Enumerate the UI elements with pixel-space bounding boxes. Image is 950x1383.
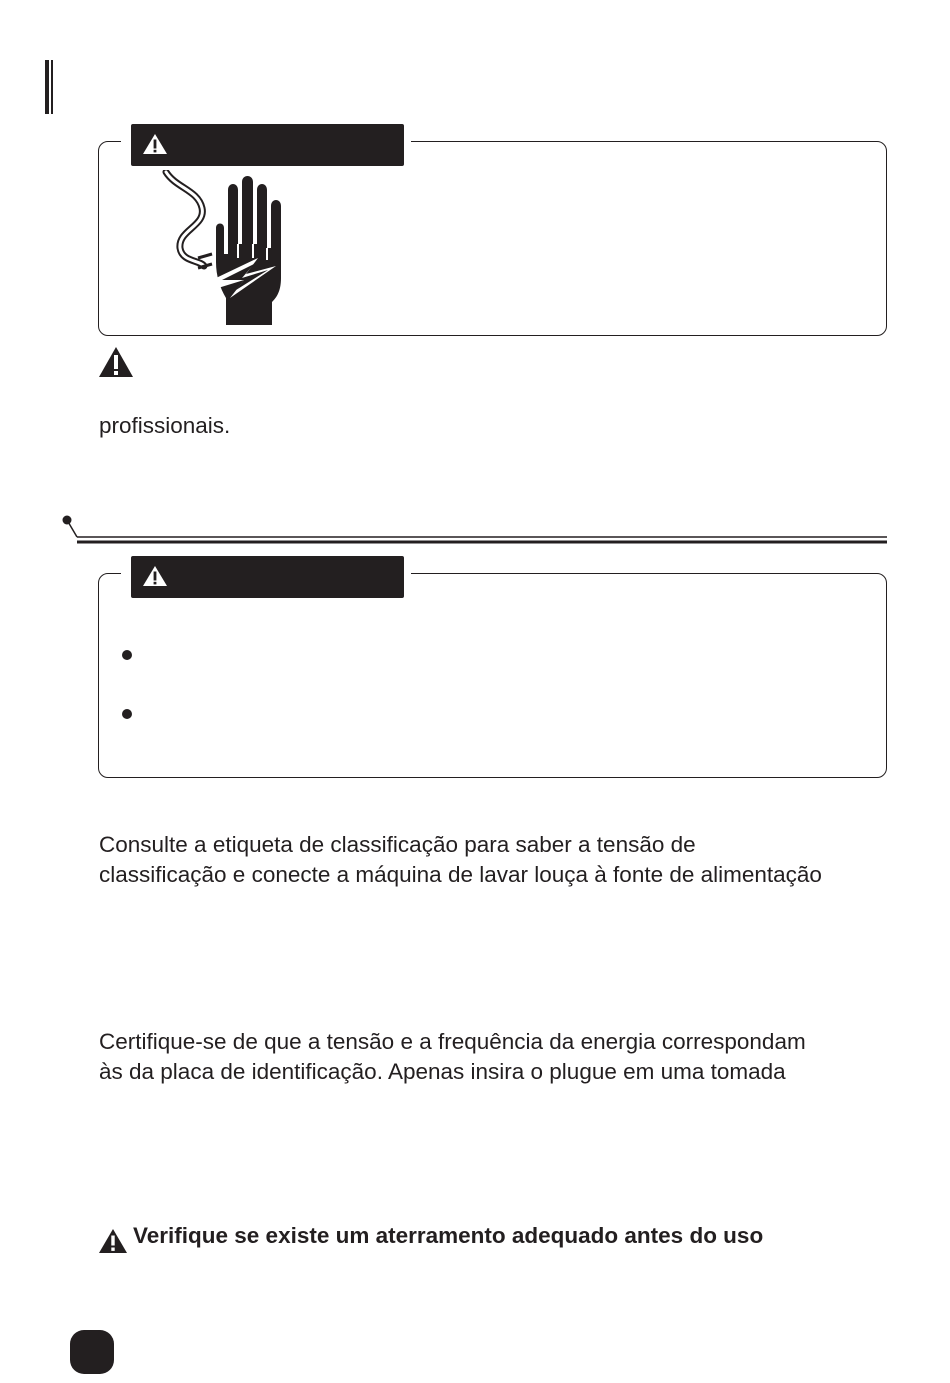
electric-shock-hand-icon: [158, 170, 290, 330]
warning-triangle-icon: [142, 565, 168, 587]
chapter-marker-bar: [45, 60, 53, 114]
page-number-marker: [70, 1330, 114, 1374]
bullet-dot-icon: [122, 650, 132, 660]
warning-label-banner: [131, 124, 404, 166]
bullet-dot-icon: [122, 709, 132, 719]
grounding-heading-text: Verifique se existe um aterramento adequado antes do uso: [133, 1223, 764, 1248]
voltage-check-text-line-2: às da placa de identificação. Apenas insira o plugue em uma tomada: [99, 1059, 786, 1084]
warning-triangle-icon: [142, 133, 168, 155]
warning-triangle-icon: [98, 1228, 128, 1254]
voltage-check-text-line-1: Certifique-se de que a tensão e a frequência da energia correspondam: [99, 1029, 806, 1054]
professionals-text: profissionais.: [99, 413, 231, 438]
electrical-warning-box: [98, 573, 887, 778]
rating-label-text-line-1: Consulte a etiqueta de classificação para saber a tensão de: [99, 832, 696, 857]
section-divider: [60, 510, 890, 546]
warning-label-banner: [131, 556, 404, 598]
rating-label-text-line-2: classificação e conecte a máquina de lavar louça à fonte de alimentação: [99, 862, 822, 887]
warning-triangle-icon: [98, 346, 134, 378]
